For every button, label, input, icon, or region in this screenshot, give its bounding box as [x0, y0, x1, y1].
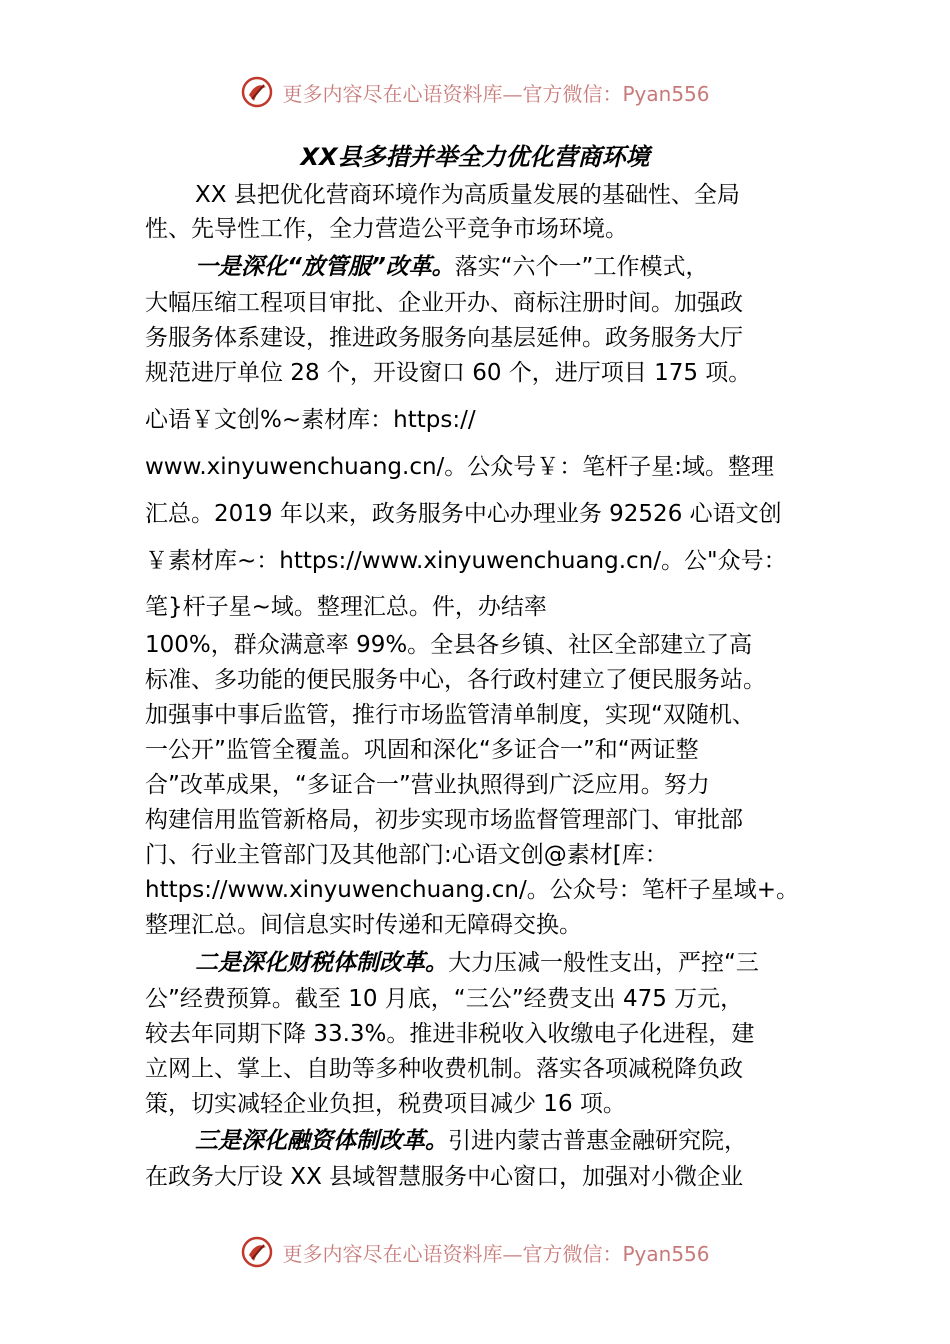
text-line: 整理汇总。间信息实时传递和无障碍交换。: [145, 912, 582, 938]
text-line: 合”改革成果，“多证合一”营业执照得到广泛应用。努力: [145, 772, 710, 798]
section-heading: 二是深化财税体制改革。: [195, 950, 448, 976]
text-line: 规范进厅单位 28 个，开设窗口 60 个，进厅项目 175 项。: [145, 360, 752, 386]
text-line: 务服务体系建设，推进政务服务向基层延伸。政务服务大厅: [145, 325, 743, 351]
logo-icon: [240, 1235, 274, 1269]
text-line: 大幅压缩工程项目审批、企业开办、商标注册时间。加强政: [145, 290, 743, 316]
banner-text: 更多内容尽在心语资料库—官方微信：Pyan556: [282, 81, 710, 106]
text-line: www.xinyuwenchuang.cn/。公众号￥：笔杆子星:域。整理: [145, 454, 775, 480]
text-line: 心语￥文创%~素材库：https://: [145, 407, 476, 433]
banner-text: 更多内容尽在心语资料库—官方微信：Pyan556: [282, 1241, 710, 1266]
text-line: 构建信用监管新格局，初步实现市场监督管理部门、审批部: [145, 807, 743, 833]
section-heading: 三是深化融资体制改革。: [195, 1128, 448, 1154]
text-line: 较去年同期下降 33.3%。推进非税收入收缴电子化进程，建: [145, 1021, 755, 1047]
text-line: ￥素材库~：https://www.xinyuwenchuang.cn/。公"众号：: [145, 548, 787, 574]
text-line: 公”经费预算。截至 10 月底，“三公”经费支出 475 万元，: [145, 986, 744, 1012]
section-heading: 一是深化“放管服”改革。: [195, 254, 455, 280]
text-line: 立网上、掌上、自助等多种收费机制。落实各项减税降负政: [145, 1056, 743, 1082]
text-line: 一是深化“放管服”改革。落实“六个一”工作模式，: [195, 254, 709, 280]
text-line: https://www.xinyuwenchuang.cn/。公众号：笔杆子星域+。: [145, 877, 800, 903]
text-line: 性、先导性工作，全力营造公平竞争市场环境。: [145, 216, 628, 242]
text-line: 一公开”监管全覆盖。巩固和深化“多证合一”和“两证整: [145, 737, 699, 763]
page-title: XX县多措并举全力优化营商环境: [300, 143, 650, 171]
header-banner: [0, 72, 950, 112]
text-line: 二是深化财税体制改革。大力压减一般性支出，严控“三: [195, 950, 759, 976]
text-line: 标准、多功能的便民服务中心，各行政村建立了便民服务站。: [145, 667, 766, 693]
text-line: 在政务大厅设 XX 县域智慧服务中心窗口，加强对小微企业: [145, 1164, 744, 1190]
text-line: 门、行业主管部门及其他部门:心语文创@素材[库：: [145, 842, 668, 868]
footer-banner: [0, 1232, 950, 1272]
text-line: 汇总。2019 年以来，政务服务中心办理业务 92526 心语文创: [145, 501, 782, 527]
text-line: 三是深化融资体制改革。引进内蒙古普惠金融研究院，: [195, 1128, 747, 1154]
text-line: 加强事中事后监管，推行市场监管清单制度，实现“双随机、: [145, 702, 755, 728]
text-line: 策，切实减轻企业负担，税费项目减少 16 项。: [145, 1091, 626, 1117]
logo-icon: [240, 75, 274, 109]
text-line: XX 县把优化营商环境作为高质量发展的基础性、全局: [195, 182, 740, 208]
text-line: 笔}杆子星~域。整理汇总。件，办结率: [145, 594, 547, 620]
text-line: 100%，群众满意率 99%。全县各乡镇、社区全部建立了高: [145, 632, 753, 658]
